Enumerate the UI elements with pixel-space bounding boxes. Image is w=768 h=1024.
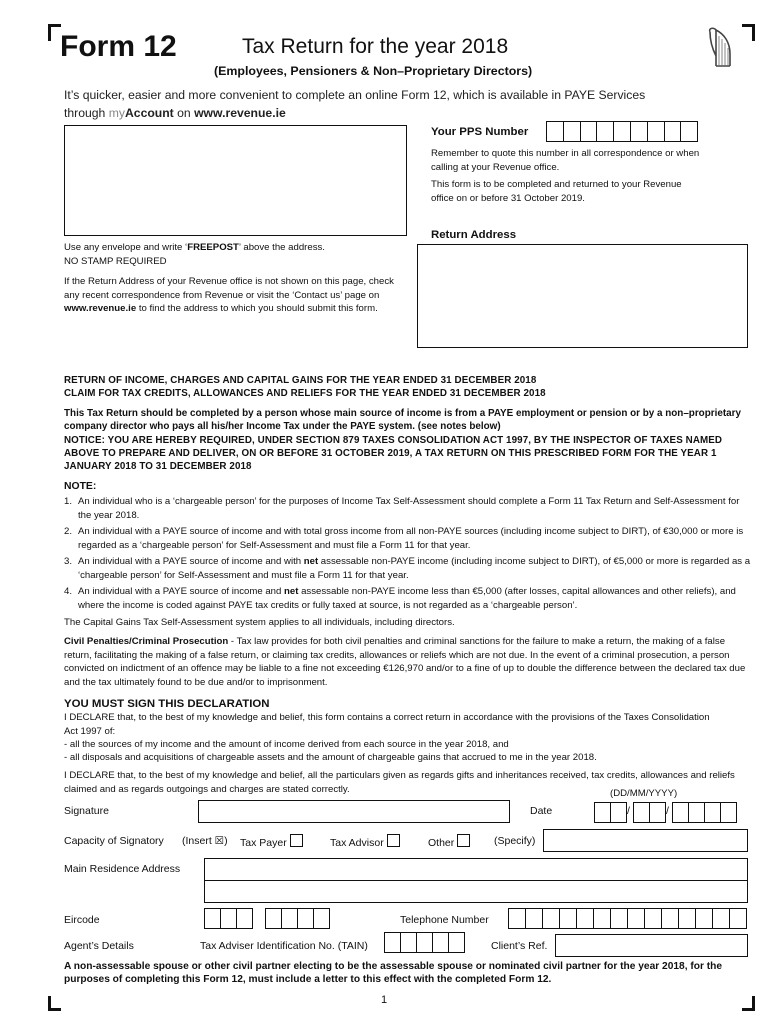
note-text: An individual with a PAYE source of income and with total gross income from all non-PAYE sources (including income subject to DIRT), of €30,000 or more is regarded as a ‘chargeable person’ for Self-Assessment and must file a Form 11 for that year. (78, 526, 744, 551)
pps-char-cell[interactable] (630, 121, 648, 142)
tain-char-cell[interactable] (448, 932, 465, 953)
telephone-char-cell[interactable] (712, 908, 730, 929)
intro-through: through (64, 106, 109, 120)
note-text: An individual who is a ‘chargeable person’ for the purposes of Income Tax Self-Assessment should complete a Form 11 Tax Return and Self-Assessment for the year 2018. (78, 496, 740, 521)
pps-char-cell[interactable] (546, 121, 564, 142)
telephone-char-cell[interactable] (542, 908, 560, 929)
residence-label: Main Residence Address (64, 863, 181, 875)
page-number: 1 (381, 994, 388, 1006)
date-char-cell[interactable] (704, 802, 721, 823)
note-emphasis: net (303, 556, 319, 567)
eircode-char-cell[interactable] (204, 908, 221, 929)
spouse-note: A non-assessable spouse or other civil partner electing to be the assessable spouse or nominated civil partner for the year 2018, for the purposes of completing this Form 12, must include a letter to this effect with the completed Form 12. (64, 961, 723, 985)
pps-char-cell[interactable] (664, 121, 682, 142)
eircode-char-cell[interactable] (281, 908, 298, 929)
tain-char-cell[interactable] (432, 932, 449, 953)
tain-label: Tax Adviser Identification No. (TAIN) (200, 940, 368, 952)
no-stamp-text: NO STAMP REQUIRED (64, 255, 167, 267)
notice-statutory: NOTICE: YOU ARE HEREBY REQUIRED, UNDER SECTION 879 TAXES CONSOLIDATION ACT 1997, BY THE INSPECTOR OF TAXES NAMED ABOVE TO PREPARE AND DELIVER, ON OR BEFORE 31 OCTOBER 2019, A TAX RETURN ON THIS PRESCRIBED FORM FOR THE YEAR 1 JANUARY 2018 TO 31 DECEMBER 2018 (64, 435, 723, 472)
tain-char-cell[interactable] (384, 932, 401, 953)
cgt-note: The Capital Gains Tax Self-Assessment system applies to all individuals, including directors. (64, 617, 455, 628)
telephone-char-cell[interactable] (729, 908, 747, 929)
note-item (64, 585, 752, 612)
freepost-text: FREEPOST (187, 242, 239, 253)
intro-text (64, 86, 754, 122)
residence-address-line2[interactable] (204, 880, 748, 903)
return-address-box (417, 244, 748, 348)
tax-payer-label: Tax Payer (240, 837, 287, 849)
tax-advisor-option[interactable] (330, 834, 400, 850)
specify-field[interactable] (543, 829, 748, 852)
pps-char-cell[interactable] (680, 121, 698, 142)
date-char-cell[interactable] (633, 802, 650, 823)
pps-label: Your PPS Number (431, 126, 529, 138)
declaration-bullet-2: - all disposals and acquisitions of chargeable assets and the amount of chargeable gains that accrued to me in the year 2018. (64, 752, 597, 763)
tax-advisor-label: Tax Advisor (330, 837, 384, 849)
signature-field[interactable] (198, 800, 510, 823)
declaration-bullet-1: - all the sources of my income and the amount of income derived from each source in the year 2018, and (64, 739, 509, 750)
intro-my: my (108, 106, 125, 120)
other-option[interactable] (428, 834, 470, 850)
notice-heading-return: RETURN OF INCOME, CHARGES AND CAPITAL GAINS FOR THE YEAR ENDED 31 DECEMBER 2018 (64, 375, 537, 386)
intro-account: Account (124, 106, 174, 120)
date-char-cell[interactable] (720, 802, 737, 823)
telephone-char-cell[interactable] (593, 908, 611, 929)
intro-url-link[interactable]: www.revenue.ie (194, 106, 286, 120)
return-address-help (64, 275, 399, 316)
telephone-label: Telephone Number (400, 914, 489, 926)
telephone-char-cell[interactable] (661, 908, 679, 929)
notice-paragraph: This Tax Return should be completed by a person whose main source of income is from a PAYE employment or pension or by a non–proprietary company director who pays all his/her Income Tax under the PAYE system. (see notes below) (64, 408, 741, 432)
pps-char-cell[interactable] (580, 121, 598, 142)
pps-char-cell[interactable] (613, 121, 631, 142)
tain-char-cell[interactable] (416, 932, 433, 953)
clients-ref-label: Client’s Ref. (491, 940, 548, 952)
intro-on: on (173, 106, 195, 120)
telephone-char-cell[interactable] (525, 908, 543, 929)
page-title: Tax Return for the year 2018 (242, 35, 509, 58)
date-char-cell[interactable] (672, 802, 689, 823)
date-format-hint: (DD/MM/YYYY) (610, 788, 678, 799)
telephone-char-cell[interactable] (644, 908, 662, 929)
telephone-char-cell[interactable] (610, 908, 628, 929)
envelope-line1-pre: Use any envelope and write ‘ (64, 242, 188, 253)
other-checkbox[interactable] (457, 834, 470, 847)
declaration-title: YOU MUST SIGN THIS DECLARATION (64, 698, 270, 710)
eircode-char-cell[interactable] (297, 908, 314, 929)
crop-mark-top-right (742, 24, 755, 41)
notes-title: NOTE: (64, 481, 97, 492)
revenue-url-link[interactable]: www.revenue.ie (64, 303, 137, 314)
eircode-char-cell[interactable] (220, 908, 237, 929)
note-number: 3. (64, 556, 73, 567)
date-label: Date (530, 805, 553, 817)
date-separator: / (627, 805, 630, 817)
declaration-paragraph-1: I DECLARE that, to the best of my knowledge and belief, this form contains a correct return in accordance with the provisions of the Taxes Consolidation Act 1997 of: (64, 712, 710, 737)
date-char-cell[interactable] (610, 802, 627, 823)
tain-char-cell[interactable] (400, 932, 417, 953)
other-label: Other (428, 837, 455, 849)
notes-list (64, 495, 752, 615)
date-char-cell[interactable] (594, 802, 611, 823)
note-text: assessable non-PAYE income (including income subject to DIRT), of €5,000 or more is regarded as a ‘chargeable person’ for Self-Assessment and must file a Form 11 for that year. (78, 556, 751, 581)
note-number: 1. (64, 496, 73, 507)
crop-mark-bottom-right (742, 996, 755, 1011)
insert-hint: (Insert ☒) (182, 835, 228, 847)
harp-emblem-icon (700, 26, 736, 70)
envelope-note (64, 241, 399, 268)
date-separator: / (666, 805, 669, 817)
envelope-line1-post: ’ above the address. (238, 242, 325, 253)
notice-heading-claim: CLAIM FOR TAX CREDITS, ALLOWANCES AND RELIEFS FOR THE YEAR ENDED 31 DECEMBER 2018 (64, 388, 546, 399)
penalties-title: Civil Penalties/Criminal Prosecution (64, 636, 229, 647)
return-address-label: Return Address (431, 229, 517, 241)
eircode-char-cell[interactable] (313, 908, 330, 929)
telephone-char-cell[interactable] (695, 908, 713, 929)
note-item (64, 555, 752, 582)
agents-details-label: Agent’s Details (64, 940, 134, 952)
declaration-paragraph-2: I DECLARE that, to the best of my knowledge and belief, all the particulars given as regards gifts and inheritances received, tax credits, allowances and reliefs claimed and as regards outgoings and charges are stated correctly. (64, 770, 735, 795)
crop-mark-bottom-left (48, 996, 61, 1011)
note-item (64, 525, 752, 552)
note-emphasis: net (284, 586, 299, 597)
pps-note-quote: Remember to quote this number in all correspondence or when calling at your Revenue office. (431, 148, 700, 173)
return-address-help-post: to find the address to which you should submit this form. (136, 303, 378, 314)
note-number: 4. (64, 586, 73, 597)
clients-ref-field[interactable] (555, 934, 748, 957)
telephone-char-cell[interactable] (627, 908, 645, 929)
note-text: An individual with a PAYE source of income and with (78, 556, 304, 567)
eircode-char-cell[interactable] (236, 908, 253, 929)
penalties-text: - Tax law provides for both civil penalties and criminal sanctions for the failure to make a return, the making of a false return, facilitating the making of a false return, or claiming tax credits, allowances or reliefs which are not due. In the event of a criminal prosecution, a person convicted on indictment of an offence may be liable to a fine not exceeding €126,970 and/or to a fine of up to double the difference between the declared tax due and the tax ultimately found to be due and/or to imprisonment. (64, 636, 746, 688)
note-number: 2. (64, 526, 73, 537)
pps-char-cell[interactable] (596, 121, 614, 142)
taxpayer-address-box (64, 125, 407, 236)
penalties-paragraph (64, 635, 752, 689)
date-char-cell[interactable] (688, 802, 705, 823)
specify-label: (Specify) (494, 835, 536, 847)
tax-advisor-checkbox[interactable] (387, 834, 400, 847)
note-text: An individual with a PAYE source of income and (78, 586, 285, 597)
date-char-cell[interactable] (649, 802, 666, 823)
note-item (64, 495, 752, 522)
residence-address-line1[interactable] (204, 858, 748, 881)
eircode-char-cell[interactable] (265, 908, 282, 929)
return-address-help-pre: If the Return Address of your Revenue office is not shown on this page, check any recent correspondence from Revenue or visit the ‘Contact us’ page on (64, 276, 394, 301)
telephone-char-cell[interactable] (576, 908, 594, 929)
telephone-char-cell[interactable] (508, 908, 526, 929)
form-number: Form 12 (60, 30, 177, 63)
signature-label: Signature (64, 805, 109, 817)
eircode-label: Eircode (64, 914, 100, 926)
pps-char-cell[interactable] (563, 121, 581, 142)
tax-payer-option[interactable] (240, 834, 303, 850)
pps-note-deadline: This form is to be completed and returned to your Revenue office on or before 31 October 2019. (431, 179, 682, 204)
telephone-char-cell[interactable] (678, 908, 696, 929)
telephone-char-cell[interactable] (559, 908, 577, 929)
note-text: assessable non-PAYE income less than €5,000 (after losses, capital allowances and other reliefs), and where the income is coded against PAYE tax credits or fully taxed at source, is not regarded as a ‘chargeable person’. (78, 586, 736, 611)
intro-line1: It’s quicker, easier and more convenient to complete an online Form 12, which is available in PAYE Services (64, 88, 646, 102)
tax-payer-checkbox[interactable] (290, 834, 303, 847)
pps-char-cell[interactable] (647, 121, 665, 142)
page-subtitle: (Employees, Pensioners & Non–Proprietary Directors) (214, 64, 533, 78)
capacity-label: Capacity of Signatory (64, 835, 164, 847)
